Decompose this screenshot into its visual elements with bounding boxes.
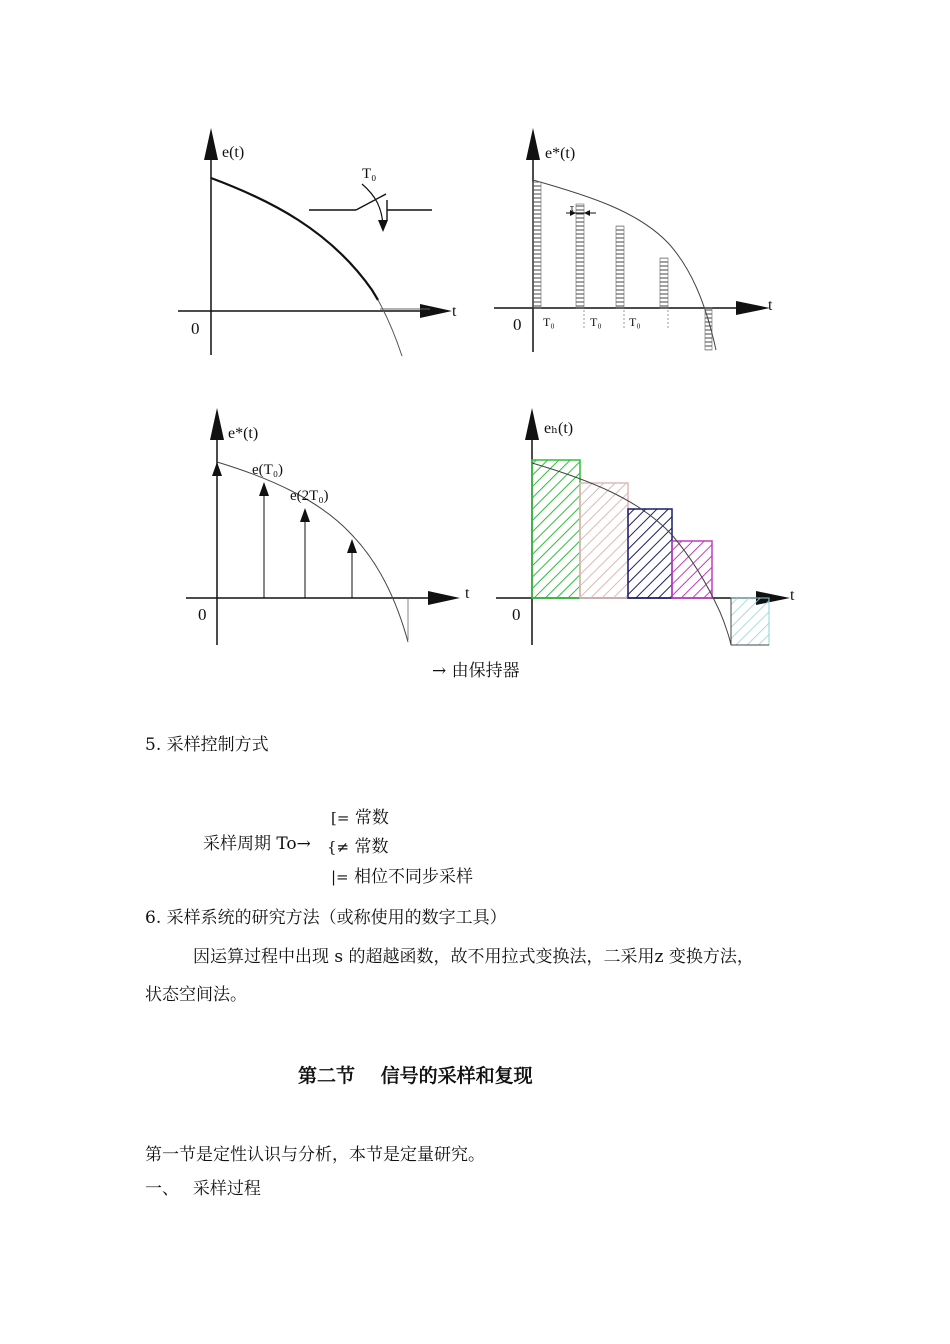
option-2: [327, 835, 389, 859]
fig4-y-label: eₕ(t): [544, 420, 574, 437]
fig2-pulse-5: [705, 308, 712, 350]
sampling-period-label: 采样周期 To→: [203, 834, 311, 854]
figure-1-continuous-signal: [178, 128, 457, 356]
fig4-hold-step-2: [580, 483, 628, 598]
chapter-intro: 第一节是定性认识与分析，本节是定量研究。: [145, 1145, 485, 1165]
option-2-symbol: {≠: [327, 838, 350, 856]
fig2-origin: 0: [513, 315, 522, 334]
fig2-y-arrow: [526, 128, 540, 160]
fig2-y-label: e*(t): [545, 145, 576, 162]
figure-3-impulse-samples: [186, 408, 470, 645]
figure-2-pulse-signal: [494, 128, 773, 352]
fig4-hold-step-3: [628, 509, 672, 598]
fig2-pulse-1: [533, 182, 541, 308]
fig4-x-label: t: [790, 587, 795, 604]
fig2-envelope-curve: [533, 180, 716, 350]
option-1-text: 常数: [354, 808, 389, 828]
fig3-y-label: e*(t): [228, 425, 259, 442]
option-2-text: 常数: [354, 837, 389, 857]
fig1-y-label: e(t): [222, 144, 245, 161]
fig3-x-arrow: [428, 591, 460, 605]
section-5-heading: 5. 采样控制方式: [145, 735, 269, 755]
fig2-tau-label: τ: [570, 203, 575, 214]
fig4-hold-step-5: [731, 598, 769, 645]
fig3-y-arrow: [210, 408, 224, 440]
subsection-heading: 一、 采样过程: [145, 1179, 261, 1199]
fig1-signal-curve: [211, 178, 378, 300]
figure-4-hold-output: [496, 408, 795, 645]
fig2-pulse-3: [616, 226, 624, 308]
fig4-origin: 0: [512, 605, 521, 624]
section-6-paragraph-line-2: 状态空间法。: [145, 985, 247, 1005]
fig4-hold-step-4: [672, 541, 712, 598]
option-1: [331, 806, 389, 830]
fig2-period-label-1: T₀: [543, 315, 555, 329]
option-3-text: 相位不同步采样: [354, 867, 474, 887]
sampling-switch: [309, 166, 432, 232]
switch-period-label: T₀: [362, 166, 377, 182]
fig3-sample1-label: e(T₀): [252, 462, 284, 478]
option-3-symbol: |=: [331, 868, 349, 886]
option-3: [331, 865, 473, 889]
fig2-x-label: t: [768, 297, 773, 314]
section-6-paragraph-line-1: 因运算过程中出现 s 的超越函数，故不用拉式变换法，二采用z 变换方法，: [193, 947, 754, 967]
fig4-y-arrow: [525, 408, 539, 440]
fig2-pulse-2: [576, 204, 584, 308]
fig1-x-label: t: [452, 303, 457, 320]
figure-caption: → 由保持器: [432, 661, 520, 681]
fig1-signal-curve-tail: [378, 300, 402, 356]
option-1-symbol: [=: [331, 809, 350, 827]
fig1-origin: 0: [191, 319, 200, 338]
fig3-origin: 0: [198, 605, 207, 624]
fig2-period-label-3: T₀: [629, 315, 641, 329]
fig2-period-label-2: T₀: [590, 315, 602, 329]
fig1-y-arrow: [204, 128, 218, 160]
chapter-title: 第二节 信号的采样和复现: [298, 1065, 533, 1087]
fig2-x-arrow: [736, 301, 770, 315]
fig1-x-arrow: [420, 304, 452, 318]
fig3-sample2-label: e(2T₀): [290, 488, 329, 504]
fig2-pulse-4: [660, 258, 668, 308]
fig3-x-label: t: [465, 585, 470, 602]
fig4-hold-step-1: [532, 460, 580, 598]
section-6-heading: 6. 采样系统的研究方法（或称使用的数字工具）: [145, 908, 507, 928]
